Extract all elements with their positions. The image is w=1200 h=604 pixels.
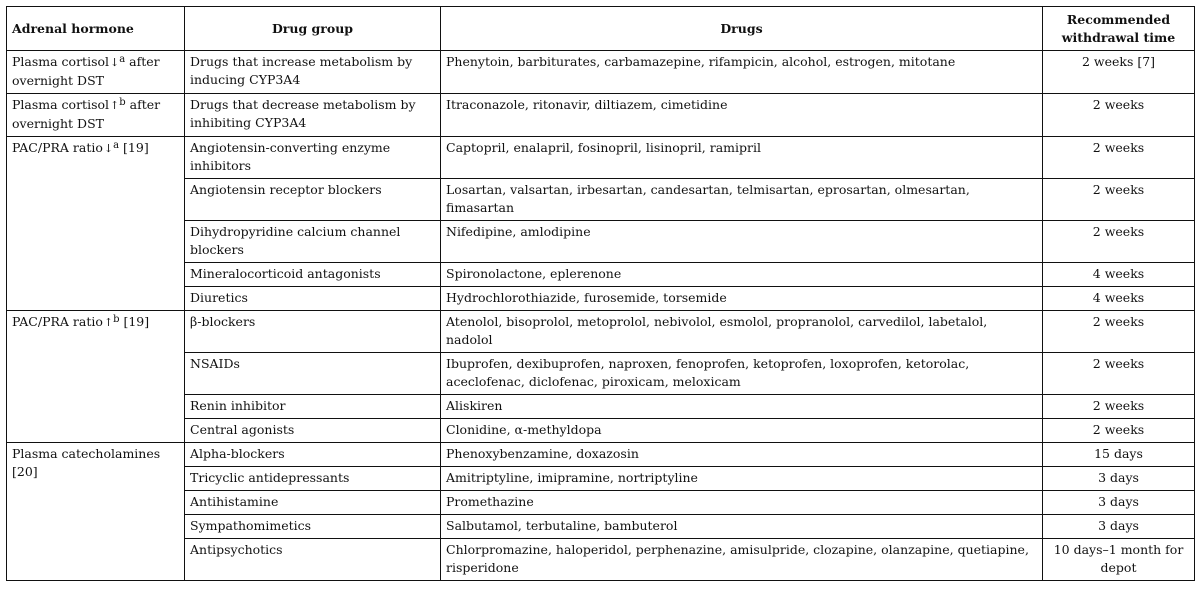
drugs-cell: Hydrochlorothiazide, furosemide, torsemide [441,287,1043,311]
table-row [7,287,1195,311]
table-row [7,467,1195,491]
withdrawal-time-cell: 2 weeks [1043,221,1195,263]
withdrawal-time-cell: 2 weeks [1043,353,1195,395]
table-row [7,94,1195,137]
drug-group-cell: Renin inhibitor [185,395,441,419]
drugs-cell: Spironolactone, eplerenone [441,263,1043,287]
drugs-cell: Nifedipine, amlodipine [441,221,1043,263]
drug-group-cell: Drugs that decrease metabolism by inhibiting CYP3A4 [185,94,441,137]
header-adrenal-hormone: Adrenal hormone [7,7,185,51]
drugs-cell: Phenytoin, barbiturates, carbamazepine, rifampicin, alcohol, estrogen, mitotane [441,51,1043,94]
withdrawal-time-cell: 3 days [1043,491,1195,515]
drug-group-cell: β-blockers [185,311,441,353]
drugs-cell: Atenolol, bisoprolol, metoprolol, nebivolol, esmolol, propranolol, carvedilol, labetalol, nadolol [441,311,1043,353]
drugs-cell: Losartan, valsartan, irbesartan, candesartan, telmisartan, eprosartan, olmesartan, fimasartan [441,179,1043,221]
drug-group-cell: Tricyclic antidepressants [185,467,441,491]
drug-group-cell: Angiotensin receptor blockers [185,179,441,221]
hormone-cell: Plasma cortisol↓$^a$ after overnight DST [7,51,185,94]
table-row [7,491,1195,515]
drugs-cell: Amitriptyline, imipramine, nortriptyline [441,467,1043,491]
table-row [7,539,1195,581]
drugs-cell: Promethazine [441,491,1043,515]
withdrawal-time-cell: 10 days–1 month for depot [1043,539,1195,581]
drug-group-cell: Central agonists [185,419,441,443]
drug-group-cell: Angiotensin-converting enzyme inhibitors [185,137,441,179]
hormone-cell: PAC/PRA ratio↑$^b$ [19] [7,311,185,443]
drug-group-cell: Diuretics [185,287,441,311]
drugs-cell: Aliskiren [441,395,1043,419]
header-row [7,7,1195,51]
table-row [7,395,1195,419]
drug-group-cell: NSAIDs [185,353,441,395]
header-withdrawal-time: Recommended withdrawal time [1043,7,1195,51]
header-drug-group: Drug group [185,7,441,51]
table-row [7,263,1195,287]
drug-withdrawal-table [6,6,1195,581]
drugs-cell: Chlorpromazine, haloperidol, perphenazine, amisulpride, clozapine, olanzapine, quetiapine, risperidone [441,539,1043,581]
withdrawal-time-cell: 3 days [1043,515,1195,539]
table-row [7,179,1195,221]
hormone-cell: Plasma cortisol↑$^b$ after overnight DST [7,94,185,137]
drug-group-cell: Sympathomimetics [185,515,441,539]
withdrawal-time-cell: 2 weeks [1043,419,1195,443]
withdrawal-time-cell: 2 weeks [1043,395,1195,419]
withdrawal-time-cell: 2 weeks [7] [1043,51,1195,94]
drug-group-cell: Drugs that increase metabolism by inducing CYP3A4 [185,51,441,94]
table-row [7,221,1195,263]
table-row [7,443,1195,467]
drugs-cell: Itraconazole, ritonavir, diltiazem, cimetidine [441,94,1043,137]
drug-group-cell: Antihistamine [185,491,441,515]
table-row [7,515,1195,539]
drug-group-cell: Antipsychotics [185,539,441,581]
drugs-cell: Ibuprofen, dexibuprofen, naproxen, fenoprofen, ketoprofen, loxoprofen, ketorolac, aceclofenac, diclofenac, piroxicam, meloxicam [441,353,1043,395]
drugs-cell: Clonidine, α-methyldopa [441,419,1043,443]
withdrawal-time-cell: 2 weeks [1043,94,1195,137]
table-row [7,353,1195,395]
hormone-cell: PAC/PRA ratio↓$^a$ [19] [7,137,185,311]
withdrawal-time-cell: 2 weeks [1043,179,1195,221]
table-row [7,51,1195,94]
drug-group-cell: Dihydropyridine calcium channel blockers [185,221,441,263]
withdrawal-time-cell: 2 weeks [1043,137,1195,179]
withdrawal-time-cell: 4 weeks [1043,263,1195,287]
table-row [7,311,1195,353]
withdrawal-time-cell: 4 weeks [1043,287,1195,311]
hormone-cell: Plasma catecholamines [20] [7,443,185,581]
withdrawal-time-cell: 3 days [1043,467,1195,491]
withdrawal-time-cell: 2 weeks [1043,311,1195,353]
drugs-cell: Salbutamol, terbutaline, bambuterol [441,515,1043,539]
drug-group-cell: Alpha-blockers [185,443,441,467]
table-row [7,419,1195,443]
header-drugs: Drugs [441,7,1043,51]
drugs-cell: Captopril, enalapril, fosinopril, lisinopril, ramipril [441,137,1043,179]
withdrawal-time-cell: 15 days [1043,443,1195,467]
table-row [7,137,1195,179]
drugs-cell: Phenoxybenzamine, doxazosin [441,443,1043,467]
drug-group-cell: Mineralocorticoid antagonists [185,263,441,287]
